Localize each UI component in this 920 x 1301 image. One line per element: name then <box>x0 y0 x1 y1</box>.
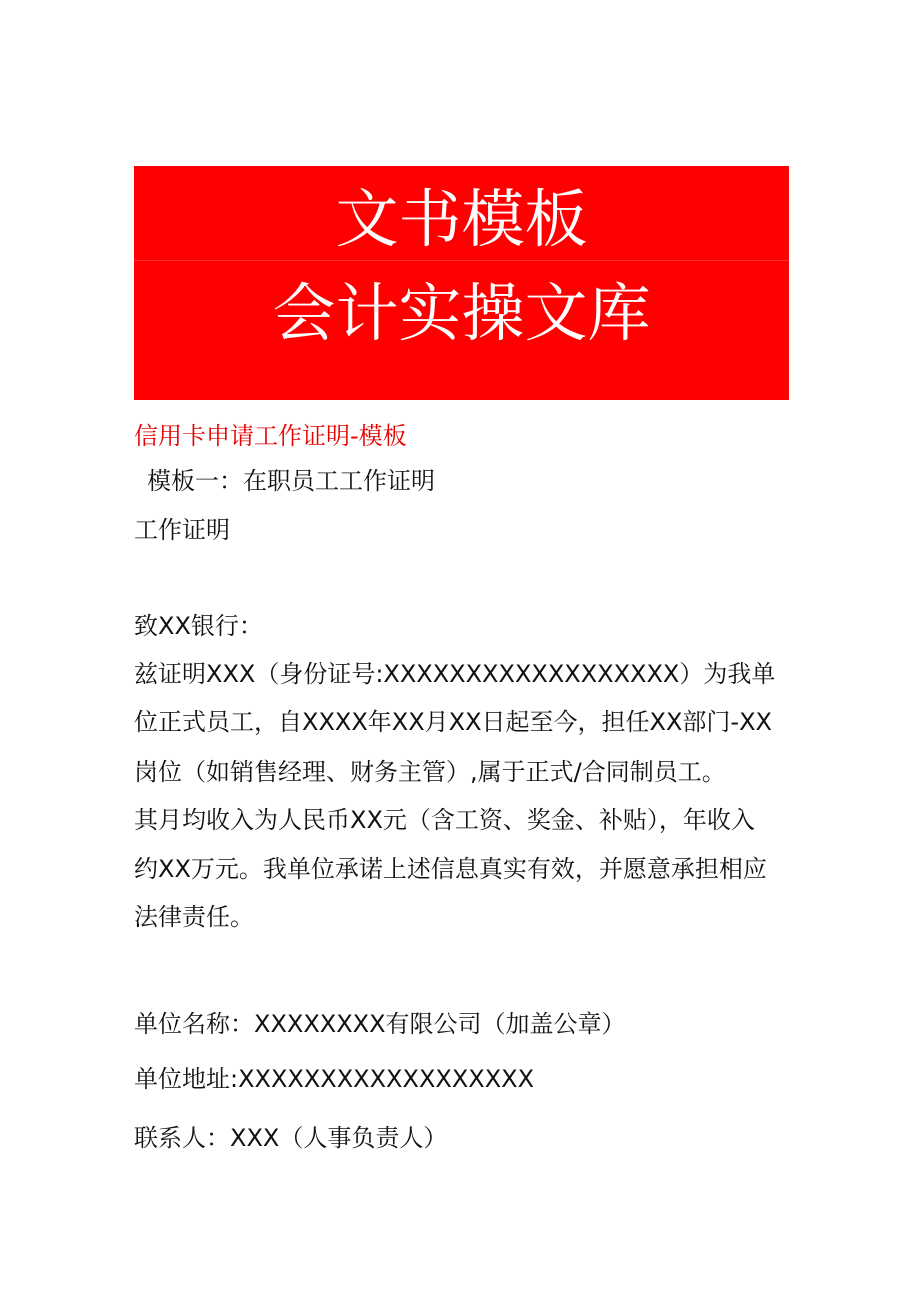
contact-person: 联系人：XXX（人事负责人） <box>134 1124 448 1152</box>
salutation: 致XX银行： <box>134 612 263 640</box>
company-address: 单位地址:XXXXXXXXXXXXXXXXXX <box>134 1065 535 1093</box>
body-line: 岗位（如销售经理、财务主管）,属于正式/合同制员工。 <box>134 758 726 786</box>
body-line: 兹证明XXX（身份证号:XXXXXXXXXXXXXXXXXX）为我单 <box>134 660 776 688</box>
body-line: 位正式员工，自XXXX年XX月XX日起至今，担任XX部门-XX <box>134 708 772 736</box>
body-line: 法律责任。 <box>134 903 254 931</box>
certificate-title: 工作证明 <box>134 516 230 544</box>
body-line: 其月均收入为人民币XX元（含工资、奖金、补贴），年收入 <box>134 806 755 834</box>
banner-divider <box>134 260 789 261</box>
document-title: 信用卡申请工作证明-模板 <box>134 422 407 450</box>
body-line: 约XX万元。我单位承诺上述信息真实有效，并愿意承担相应 <box>134 855 767 883</box>
company-name: 单位名称：XXXXXXXX有限公司（加盖公章） <box>134 1010 626 1038</box>
banner-title-line-2: 会计实操文库 <box>272 277 651 350</box>
template-heading: 模板一：在职员工工作证明 <box>147 467 435 495</box>
banner-title-line-1: 文书模板 <box>335 183 588 256</box>
